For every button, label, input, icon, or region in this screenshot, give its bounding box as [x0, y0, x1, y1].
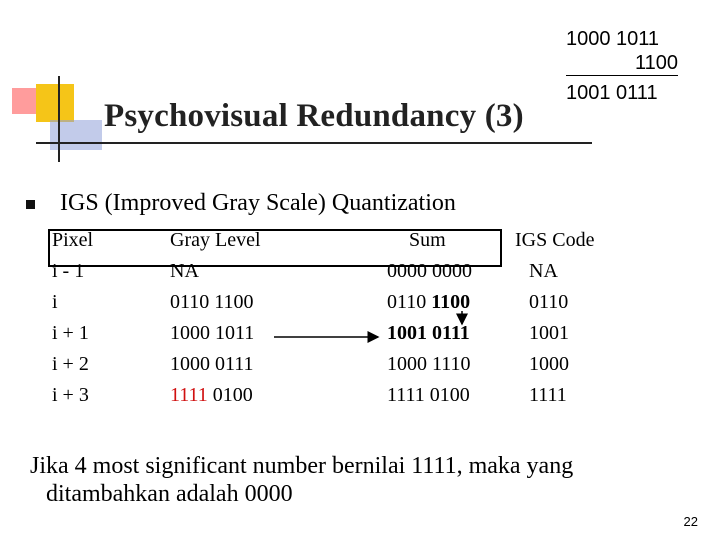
gray-msb-red: 1111	[170, 384, 208, 406]
gray-cell: NA	[170, 260, 199, 282]
igs-cell: 1000	[529, 353, 569, 375]
subheading: IGS (Improved Gray Scale) Quantization	[60, 190, 456, 216]
sum-cell: 1000 1110	[387, 353, 471, 375]
note-line-1: Jika 4 most significant number bernilai 1111, maka yang	[30, 453, 574, 479]
pixel-cell: i + 3	[52, 384, 89, 406]
gray-cell: 0110 1100	[170, 291, 254, 313]
gray-cell: 1000 0111	[170, 353, 254, 375]
note-line-2: ditambahkan adalah 0000	[46, 481, 293, 507]
gray-cell: 1000 1011	[170, 322, 255, 344]
igs-cell: 1001	[529, 322, 569, 344]
header-gray-level: Gray Level	[170, 229, 261, 251]
gray-lsb: 0100	[207, 384, 253, 406]
igs-cell: 0110	[529, 291, 569, 313]
header-sum: Sum	[409, 229, 446, 251]
pixel-cell: i	[52, 291, 58, 313]
page-title: Psychovisual Redundancy (3)	[104, 98, 524, 134]
corner-line-1: 1000 1011	[566, 28, 660, 50]
corner-line-2: 1100	[566, 52, 678, 76]
sum-cell: 0000 0000	[387, 260, 472, 282]
note	[30, 452, 573, 508]
pixel-cell: i + 2	[52, 353, 89, 375]
page-number: 22	[683, 514, 698, 529]
sum-cell-bold: 1001 0111	[387, 322, 470, 344]
header-pixel: Pixel	[52, 229, 94, 251]
igs-cell: NA	[529, 260, 558, 282]
sum-cell: 1111 0100	[387, 384, 470, 406]
header-igs: IGS Code	[515, 229, 595, 251]
sum-msb: 0110	[387, 291, 432, 313]
corner-line-3: 1001 0111	[566, 82, 658, 104]
igs-cell: 1111	[529, 384, 567, 406]
sum-lsb-bold: 1100	[431, 291, 471, 313]
pixel-cell: i - 1	[52, 260, 85, 282]
pixel-cell: i + 1	[52, 322, 89, 344]
